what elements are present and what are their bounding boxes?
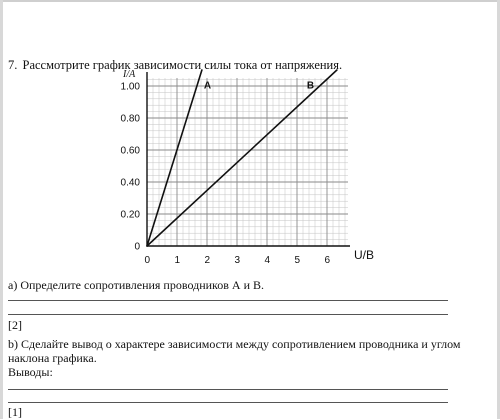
x-tick-label: 1	[174, 255, 181, 266]
part-b-paragraph	[8, 337, 494, 379]
series-line-B	[147, 70, 337, 246]
series-label-B: B	[306, 80, 315, 92]
x-tick-label: 3	[234, 255, 241, 266]
part-a-score: [2]	[8, 318, 22, 332]
y-tick-label: 0.80	[120, 113, 140, 125]
answer-line-2	[8, 314, 448, 315]
part-b-text-continued: наклона графика.	[8, 351, 97, 365]
part-a-text: a) Определите сопротивления проводников А и В.	[8, 278, 265, 292]
series-lines	[147, 70, 337, 246]
answer-line-1	[8, 300, 448, 301]
x-tick-label: 6	[324, 255, 331, 266]
grid-major	[147, 78, 348, 246]
part-b-text: b) Сделайте вывод о характере зависимости между сопротивлением проводника и углом	[8, 337, 461, 351]
answer-line-3	[8, 389, 448, 390]
x-axis-label: U/B	[354, 248, 375, 262]
x-tick-label: 2	[204, 255, 211, 266]
y-axis-label: I/A	[123, 69, 136, 80]
y-tick-label: 0.20	[120, 209, 140, 221]
x-tick-label: 0	[144, 255, 151, 266]
y-tick-label: 0.60	[120, 145, 140, 157]
conclusion-label: Выводы:	[8, 365, 53, 379]
y-tick-label: 1.00	[120, 81, 140, 93]
part-b-score: [1]	[8, 405, 22, 419]
x-tick-label: 5	[294, 255, 301, 266]
question-text: Рассмотрите график зависимости силы тока от напряжения.	[22, 58, 343, 72]
x-tick-label: 4	[264, 255, 271, 266]
question-number: 7.	[8, 58, 18, 72]
y-tick-label: 0.40	[120, 177, 140, 189]
series-label-A: A	[203, 80, 212, 92]
y-tick-label: 0	[134, 241, 140, 253]
answer-line-4	[8, 402, 448, 403]
